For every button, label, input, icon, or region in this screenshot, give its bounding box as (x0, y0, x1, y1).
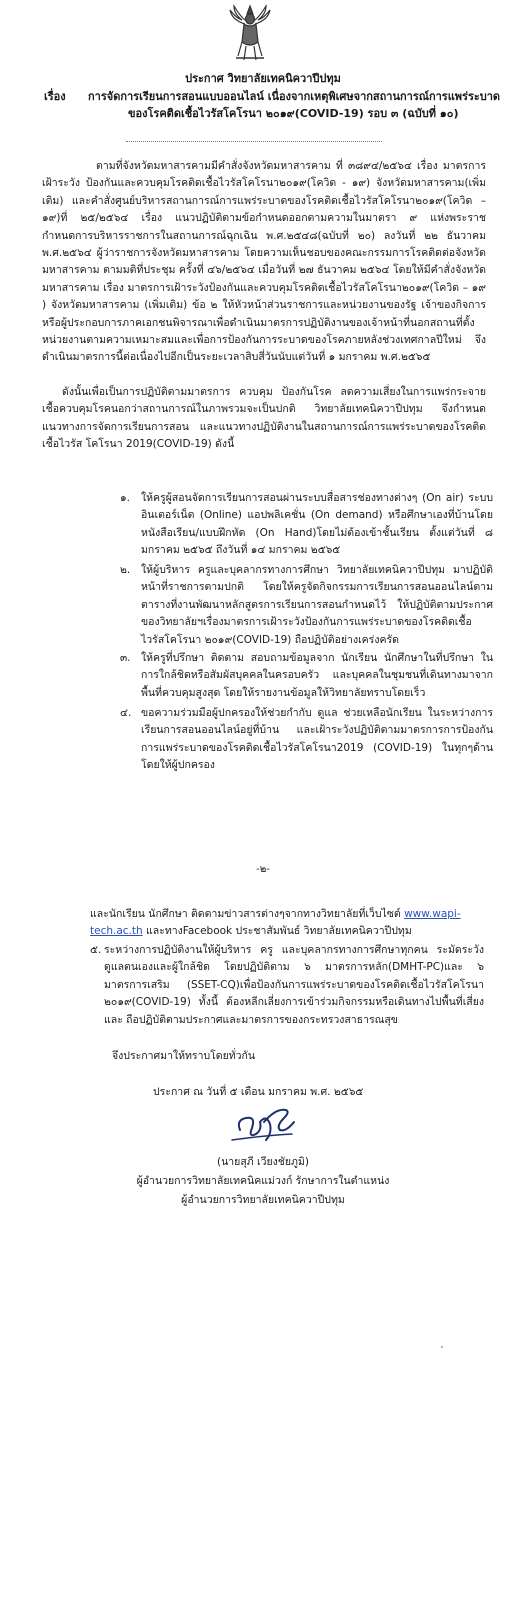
item-number: ๓. (120, 652, 131, 664)
subject-label: เรื่อง (44, 90, 66, 103)
page-number: -๒- (256, 864, 270, 875)
paragraph-therefore: ดังนั้นเพื่อเป็นการปฏิบัติตามมาตรการ ควบคุม ป้องกันโรค ลดความเสี่ยงในการแพร่กระจายเชื้อควบคุมโรคนอกว่าสถานการณ์ในภาพรวมจะเป็นปกติ วิทยาลัยเทคนิควาปีปทุม จึงกำหนดแนวทางการจัดการเรียนการสอน และแนวทางปฏิบัติงานในสถานการณ์การแพร่ระบาดของโรคติดเชื้อไวรัส โคโรนา 2019(COVID-19) ดังนี้ (42, 386, 486, 451)
item-number: ๒. (120, 564, 131, 576)
continuation-text (90, 906, 490, 941)
continuation-before-link: และนักเรียน นักศึกษา ติดตามข่าวสารต่างๆจากทางวิทยาลัยที่เว็บไซต์ (90, 908, 405, 920)
subject-line-1: การจัดการเรียนการสอนแบบออนไลน์ เนื่องจากเหตุพิเศษจากสถานการณ์การแพร่ระบาด (88, 90, 501, 103)
item-text: ให้ผู้บริหาร ครูและบุคลากรทางการศึกษา วิทยาลัยเทคนิควาปีปทุม มาปฏิบัติหน้าที่ราชการตามปกติ โดยให้ครูจัดกิจกรรมการเรียนการสอนออนไลน์ตามตารางที่งานพัฒนาหลักสูตรการเรียนการสอนกำหนดไว้ ให้ปฏิบัติตามประกาศของวิทยาลัยฯเรื่องมาตรการเฝ้าระวังป้องกันการแพร่ระบาดของโรคติดเชื้อไวรัสโคโรนา ๒๐๑๙(COVID-19) ถือปฏิบัติอย่างเคร่งครัด (141, 564, 493, 646)
item-text: ให้ครูผู้สอนจัดการเรียนการสอนผ่านระบบสื่อสารช่องทางต่างๆ (On air) ระบบอินเตอร์เน็ต (Online) แอปพลิเคชั่น (On demand) หรือศึกษาเองที่บ้านโดยหนังสือเรียน/แบบฝึกหัด (On Hand)โดยไม่ต้องเข้าชั้นเรียน ตั้งแต่วันที่ ๘ มกราคม ๒๕๖๕ ถึงวันที่ ๑๔ มกราคม ๒๕๖๕ (141, 492, 493, 557)
closing-line: จึงประกาศมาให้ทราบโดยทั่วกัน (112, 1050, 256, 1062)
website-link[interactable]: www.wapi-tech.ac.th (90, 908, 461, 938)
item-number: ๔. (120, 707, 132, 719)
scan-speck (441, 1346, 443, 1348)
item-number: ๑. (120, 492, 131, 504)
continuation-after-link: และทางFacebook ประชาสัมพันธ์ วิทยาลัยเทคนิควาปีปทุม (142, 925, 412, 938)
paragraph-background: ตามที่จังหวัดมหาสารคามมีคำสั่งจังหวัดมหาสารคาม ที่ ๓๘๙๔/๒๕๖๔ เรื่อง มาตรการเฝ้าระวัง ป้องกันและควบคุมโรคติดเชื้อไวรัสโคโรนา๒๐๑๙(โควิด - ๑๙) จังหวัดมหาสารคาม(เพิ่มเติม) และคำสั่งศูนย์บริหารสถานการณ์การแพร่ระบาดของโรคติดเชื้อไวรัสโคโรนา๒๐๑๙(โควิด – ๑๙)ที่ ๒๕/๒๕๖๔ เรื่อง แนวปฏิบัติตามข้อกำหนดออกตามความในมาตรา ๙ แห่งพระราชกำหนดการบริหารราชการในสถานการณ์ฉุกเฉิน พ.ศ.๒๕๔๘(ฉบับที่ ๒๐) ลงวันที่ ๒๒ ธันวาคม พ.ศ.๒๕๖๔ ผู้ว่าราชการจังหวัดมหาสารคาม โดยความเห็นชอบของคณะกรรมการโรคติดต่อจังหวัดมหาสารคาม ตามมติที่ประชุม ครั้งที่ ๔๖/๒๕๖๔ เมื่อวันที่ ๒๗ ธันวาคม ๒๕๖๔ โดยให้มีคำสั่งจังหวัดมหาสารคาม เรื่อง มาตรการเฝ้าระวังป้องกันและควบคุมโรคติดเชื้อไวรัสโคโรนา๒๐๑๙(โควิด – ๑๙ ) จังหวัดมหาสารคาม (เพิ่มเติม) ข้อ ๒ ให้หัวหน้าส่วนราชการและหน่วยงานของรัฐ เจ้าของกิจการหรือผู้ประกอบการภาคเอกชนพิจารณาเพื่อดำเนินมาตรการปฏิบัติงานของเจ้าหน้าที่นอกสถานที่ตั้งหน่วยงานตามความเหมาะสมและเพื่อการป้องกันการระบาดของโรคภายหลังช่วงเทศกาลปีใหม่ จึงดำเนินมาตรการนี้ต่อเนื่องไปอีกเป็นระยะเวลาสิบสี่วันนับแต่วันที่ ๑ มกราคม พ.ศ.๒๕๖๕ (42, 160, 486, 364)
signature-image (226, 1100, 302, 1146)
item-text: ระหว่างการปฏิบัติงานให้ผู้บริหาร ครู และบุคลากรทางการศึกษาทุกคน ระมัดระวังดูแลตนเองและผู้ใกล้ชิด โดยปฏิบัติตาม ๖ มาตรการหลัก(DMHT-PC)และ ๖ มาตรการเสริม (SSET-CQ)เพื่อป้องกันการแพร่ระบาดของโรคติดเชื้อไวรัสโคโรนา ๒๐๑๙(COVID-19) ทั้งนี้ ต้องหลีกเลี่ยงการเข้าร่วมกิจกรรมหรือเดินทางไปพื้นที่เสี่ยง และ ถือปฏิบัติตามประกาศและมาตรการของกระทรวงสาธารณสุข (104, 944, 484, 1026)
divider (126, 141, 382, 142)
item-number: ๕. (90, 944, 102, 956)
announcement-title: ประกาศ วิทยาลัยเทคนิควาปีปทุม (185, 72, 341, 85)
subject-line-2: ของโรคติดเชื้อไวรัสโคโรนา ๒๐๑๙(COVID-19) รอบ ๓ (ฉบับที่ ๑๐) (128, 107, 459, 120)
item-text: ให้ครูที่ปรึกษา ติดตาม สอบถามข้อมูลจาก นักเรียน นักศึกษาในที่ปรึกษา ในการใกล้ชิดหรือสัมผัสบุคคลในครอบครัว และบุคคลในชุมชนที่เดินทางมาจากพื้นที่ควบคุมสูงสุด โดยให้รายงานข้อมูลให้วิทยาลัยทราบโดยเร็ว (141, 652, 493, 699)
item-text: ขอความร่วมมือผู้ปกครองให้ช่วยกำกับ ดูแล ช่วยเหลือนักเรียน ในระหว่างการเรียนการสอนออนไลน์อยู่ที่บ้าน และเฝ้าระวังปฏิบัติตามมาตรการการป้องกันการแพร่ระบาดของโรคติดเชื้อไวรัสโคโรนา2019 (COVID-19) ในทุกๆด้าน โดยให้ผู้ปกครอง (141, 707, 493, 772)
garuda-emblem-icon (228, 2, 272, 64)
signer-position-acting: ผู้อำนวยการวิทยาลัยเทคนิควาปีปทุม (181, 1194, 345, 1206)
signer-name: (นายสุภี เวียงชัยภูมิ) (217, 1156, 309, 1168)
signer-position: ผู้อำนวยการวิทยาลัยเทคนิคแม่วงก์ รักษาการในตำแหน่ง (136, 1175, 390, 1187)
announcement-date: ประกาศ ณ วันที่ ๕ เดือน มกราคม พ.ศ. ๒๕๖๕ (153, 1086, 364, 1098)
